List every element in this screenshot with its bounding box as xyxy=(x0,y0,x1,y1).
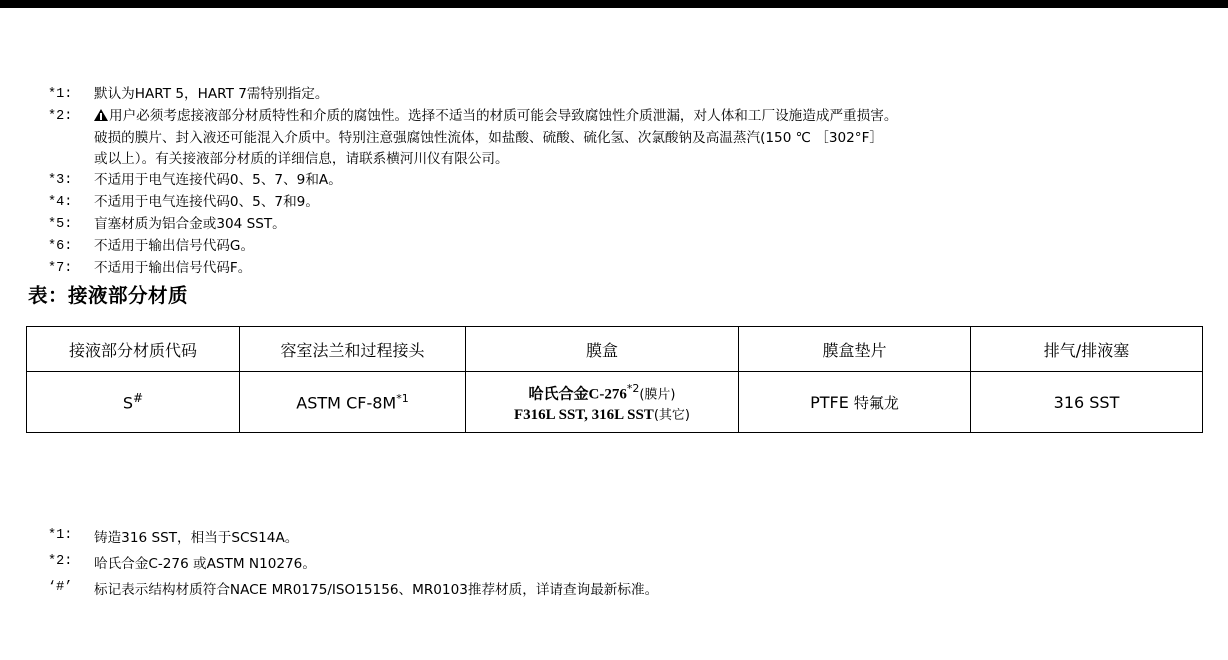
table-footnote-hash xyxy=(48,580,1208,600)
warning-triangle-icon xyxy=(94,109,108,122)
gasket-material-value: PTFE xyxy=(810,392,849,412)
wetted-parts-material-table xyxy=(26,326,1203,433)
table-header-capsule: 膜盒 xyxy=(466,327,739,372)
footnote-text: 用户必须考虑接液部分材质特性和介质的腐蚀性。选择不适当的材质可能会导致腐蚀性介质泄漏，对人体和工厂设施造成严重损害。 xyxy=(109,108,898,124)
table-footnote-marker: ‘#’ xyxy=(48,580,73,595)
table-header-capsule-gasket: 膜盒垫片 xyxy=(739,327,971,372)
table-footnotes-block xyxy=(48,528,1208,606)
table-footnote-text: 标记表示结构材质符合NACE MR0175/ISO15156、MR0103推荐材质，详请查询最新标准。 xyxy=(94,582,659,598)
table-header-row xyxy=(27,327,1203,372)
footnote-marker: *4: xyxy=(48,195,73,210)
footnote-marker: *7: xyxy=(48,261,73,276)
material-code-hash-mark: # xyxy=(133,391,144,406)
footnote-3 xyxy=(48,170,1228,191)
footnote-4 xyxy=(48,192,1228,213)
table-header-material-code: 接液部分材质代码 xyxy=(27,327,240,372)
footnote-text: 盲塞材质为铝合金或304 SST。 xyxy=(94,216,286,232)
cell-capsule-gasket-material xyxy=(739,372,971,433)
table-header-vent-drain-plug: 排气/排液塞 xyxy=(971,327,1203,372)
table-footnote-text: 铸造316 SST，相当于SCS14A。 xyxy=(94,530,299,546)
table-footnote-marker: *2: xyxy=(48,554,73,569)
footnote-text: 默认为HART 5，HART 7需特别指定。 xyxy=(94,86,329,102)
footnote-text: 不适用于电气连接代码0、5、7、9和A。 xyxy=(94,172,342,188)
footnote-marker: *3: xyxy=(48,173,73,188)
capsule-line-2 xyxy=(466,404,738,425)
footnote-text: 不适用于电气连接代码0、5、7和9。 xyxy=(94,194,319,210)
footnote-marker: *5: xyxy=(48,217,73,232)
cell-flange-material xyxy=(240,372,466,433)
table-footnote-marker: *1: xyxy=(48,528,73,543)
table-row xyxy=(27,372,1203,433)
footnote-marker: *2: xyxy=(48,109,73,124)
cell-vent-drain-plug-material xyxy=(971,372,1203,433)
footnote-text: 不适用于输出信号代码F。 xyxy=(94,260,252,276)
footnote-marker: *1: xyxy=(48,87,73,102)
footnote-2-line-2: 破损的膜片、封入液还可能混入介质中。特别注意强腐蚀性流体，如盐酸、硫酸、硫化氢、次氯酸钠及高温蒸汽(150 ℃ ［302°F］ xyxy=(94,130,883,146)
material-code-value: S xyxy=(122,393,134,413)
footnote-marker: *6: xyxy=(48,239,73,254)
capsule-alloy-note: (膜片) xyxy=(639,387,676,403)
capsule-alloy-value: 哈氏合金C-276 xyxy=(528,386,627,403)
page-top-rule xyxy=(0,0,1228,8)
footnote-2 xyxy=(48,106,1228,127)
capsule-sst-note: (其它) xyxy=(653,408,690,424)
flange-material-footnote-ref: *1 xyxy=(396,391,409,405)
cell-material-code xyxy=(27,372,240,433)
capsule-line-1 xyxy=(466,379,738,404)
footnote-7 xyxy=(48,258,1228,279)
table-footnote-1 xyxy=(48,528,1208,548)
table-footnote-text: 哈氏合金C-276 或ASTM N10276。 xyxy=(94,556,316,572)
footnote-text: 不适用于输出信号代码G。 xyxy=(94,238,255,254)
table-footnote-2 xyxy=(48,554,1208,574)
capsule-sst-value: F316L SST, 316L SST xyxy=(514,407,654,424)
footnote-1 xyxy=(48,84,1228,105)
footnote-2-line-3: 或以上）。有关接液部分材质的详细信息，请联系横河川仪有限公司。 xyxy=(94,151,509,167)
capsule-alloy-footnote-ref: *2 xyxy=(626,381,640,395)
flange-material-value: ASTM CF-8M xyxy=(296,393,397,413)
footnote-6 xyxy=(48,236,1228,257)
gasket-material-cn: 特氟龙 xyxy=(853,393,899,412)
section-heading: 表：接液部分材质 xyxy=(28,284,189,307)
footnote-text-with-warning xyxy=(94,106,1228,127)
cell-capsule-material xyxy=(466,372,739,433)
table-header-flange: 容室法兰和过程接头 xyxy=(240,327,466,372)
footnote-5 xyxy=(48,214,1228,235)
footnotes-block xyxy=(48,84,1228,280)
plug-material-value: 316 SST xyxy=(1053,392,1120,412)
